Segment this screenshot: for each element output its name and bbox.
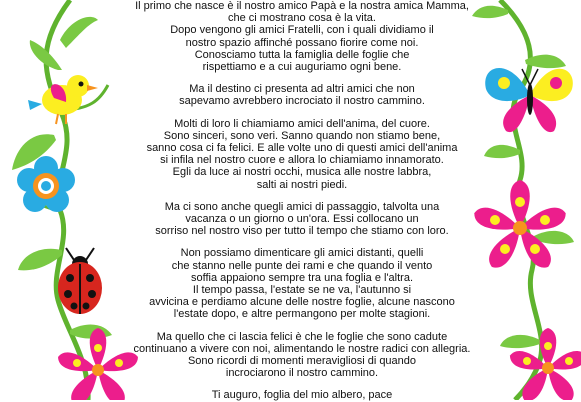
poem-line: continuano a vivere con noi, alimentando le nostre radici con allegria.	[133, 342, 471, 355]
poem-line: Non possiamo dimenticare gli amici distanti, quelli	[180, 247, 424, 260]
poem-line: Ma quello che ci lascia felici è che le foglie che sono cadute	[156, 330, 448, 343]
poem-line: avvicina e perdiamo alcune delle nostre foglie, alcune nascono	[149, 296, 455, 309]
stanza-gap	[112, 321, 492, 331]
ladybug-icon	[58, 248, 102, 314]
poem-line: Sono sinceri, sono veri. Sanno quando non stiamo bene,	[163, 129, 441, 142]
poem-line: che stanno nelle punte dei rami e che quando il vento	[171, 259, 433, 272]
poem-line: si infila nel nostro cuore e allora lo chiamiamo innamorato.	[160, 154, 444, 167]
poem-line: nostro spazio affinché possano fiorire come noi.	[185, 36, 419, 49]
poem-line: salti ai nostri piedi.	[256, 178, 348, 191]
poem-line: incrociarono il nostro cammino.	[225, 367, 379, 380]
poem-line: sapevamo avrebbero incrociato il nostro cammino.	[179, 95, 425, 108]
poem-line: Il primo che nasce è il nostro amico Papà e la nostra amica Mamma,	[135, 0, 469, 12]
stanza-gap	[112, 73, 492, 83]
poem-line: soffia appaiono sempre tra una foglia e l'altra.	[190, 271, 414, 284]
stanza-gap	[112, 379, 492, 389]
stanza-gap	[112, 237, 492, 247]
stanza-gap	[112, 191, 492, 201]
poem-line: che ci mostrano cosa è la vita.	[228, 12, 376, 25]
poem-line: Dopo vengono gli amici Fratelli, con i quali dividiamo il	[170, 24, 434, 37]
poem-line: rispettiamo e a cui auguriamo ogni bene.	[202, 61, 402, 74]
stanza-gap	[112, 108, 492, 118]
poem-line: Ma il destino ci presenta ad altri amici che non	[189, 83, 415, 96]
poem-line: Il tempo passa, l'estate se ne va, l'autunno si	[192, 284, 412, 297]
poem-line: vacanza o un giorno o un'ora. Essi collocano un	[185, 213, 419, 226]
poem-line: Ma ci sono anche quegli amici di passaggio, talvolta una	[164, 200, 440, 213]
poem-line: Egli da luce ai nostri occhi, musica alle nostre labbra,	[172, 166, 432, 179]
poem-line: l'estate dopo, e altre permangono per molte stagioni.	[173, 308, 431, 321]
poem-line: sorriso nel nostro viso per tutto il tempo che stiamo con loro.	[155, 225, 449, 238]
poem-line: Conosciamo tutta la famiglia delle foglie che	[194, 48, 410, 61]
poem-line: Sono ricordi di momenti meravigliosi di quando	[187, 355, 417, 368]
poem-line: sanno cosa ci fa felici. E alle volte uno di questi amici dell'anima	[146, 142, 458, 155]
poem-line: Ti auguro, foglia del mio albero, pace	[211, 389, 393, 402]
poem-line: Molti di loro li chiamiamo amici dell'anima, del cuore.	[174, 117, 430, 130]
poem-text	[112, 0, 492, 402]
